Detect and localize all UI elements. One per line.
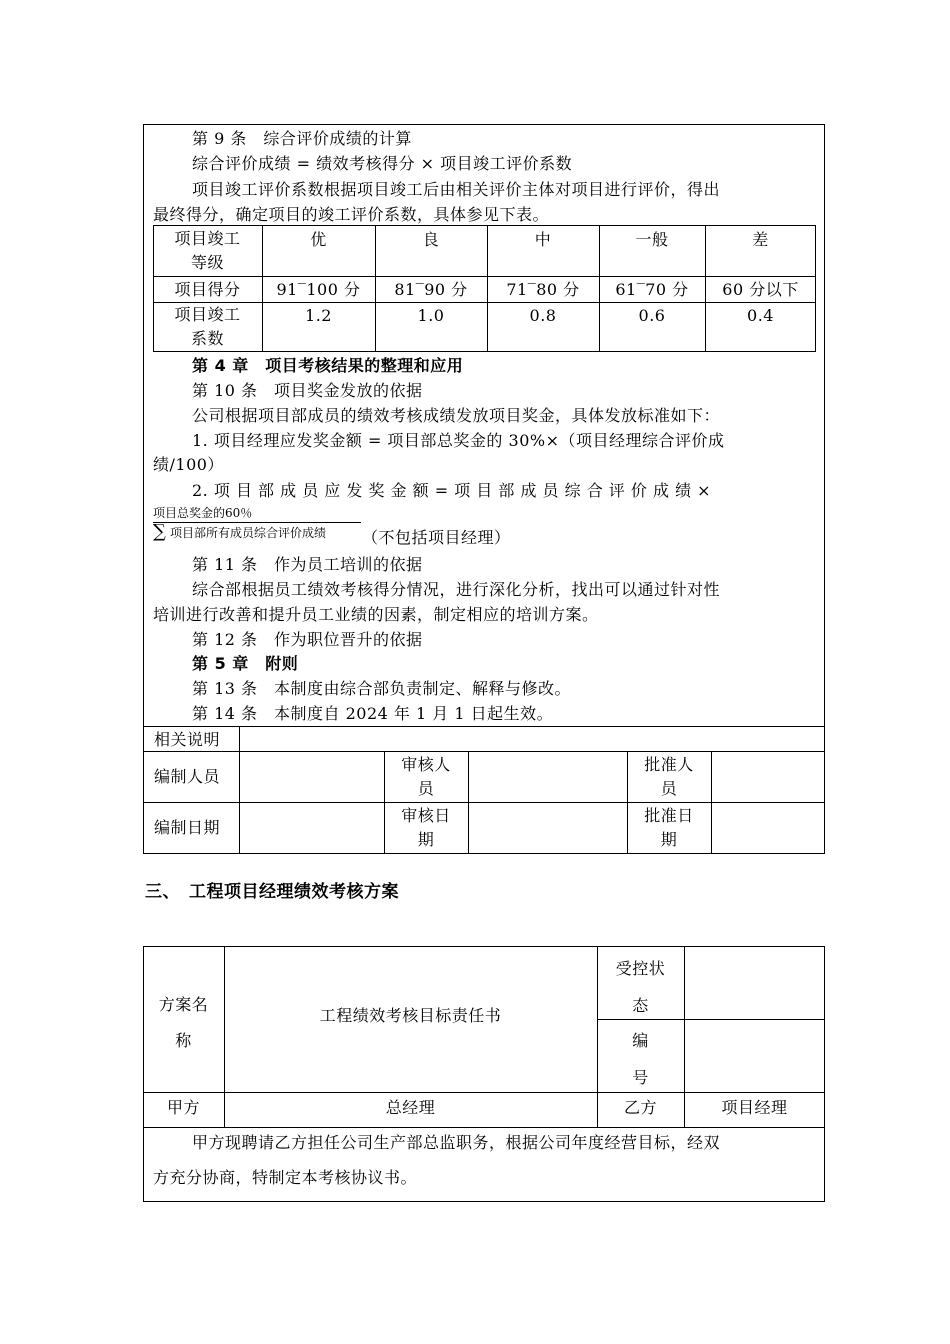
agreement-body-line2: 方充分协商，特制定本考核协议书。 <box>153 1168 418 1187</box>
party-a-label: 甲方 <box>166 1098 200 1117</box>
plan-table-divider <box>143 1092 825 1093</box>
article-9-desc-line2: 最终得分，确定项目的竣工评价系数，具体参见下表。 <box>153 205 550 224</box>
item-2-line1: 2. 项 目 部 成 员 应 发 奖 金 额 = 项 目 部 成 员 综 合 评 价 成 绩 × <box>192 481 712 500</box>
grade-header-medium: 中 <box>534 230 552 249</box>
coef-cell: 1.2 <box>305 306 332 325</box>
grade-header-label: 项目竣工 等级 <box>174 229 241 272</box>
article-9-formula: 综合评价成绩 = 绩效考核得分 × 项目竣工评价系数 <box>192 154 573 173</box>
article-9-desc-line1: 项目竣工评价系数根据项目竣工后由相关评价主体对项目进行评价，得出 <box>192 180 721 199</box>
item-2-note: （不包括项目经理） <box>362 528 511 547</box>
party-b-label: 乙方 <box>623 1098 657 1117</box>
review-date-label: 审核日 期 <box>401 806 451 849</box>
article-14: 第 14 条 本制度自 2024 年 1 月 1 日起生效。 <box>192 704 554 723</box>
coef-cell: 1.0 <box>417 306 445 325</box>
reviewer-label: 审核人 员 <box>401 755 451 798</box>
plan-table-divider <box>143 1127 825 1128</box>
fraction-numerator: 项目总奖金的60％ <box>153 506 253 520</box>
grade-header-poor: 差 <box>752 230 769 249</box>
compile-date-label: 编制日期 <box>154 818 221 837</box>
coef-cell: 0.4 <box>747 306 774 325</box>
article-11-line1: 综合部根据员工绩效考核得分情况，进行深化分析，找出可以通过针对性 <box>192 580 721 599</box>
footer-table-col-divider <box>239 726 240 854</box>
score-cell: 71‾80 分 <box>506 280 580 299</box>
chapter-4-title: 第 4 章 项目考核结果的整理和应用 <box>192 356 464 375</box>
plan-name-label: 方案名 称 <box>158 995 209 1050</box>
article-11-title: 第 11 条 作为员工培训的依据 <box>192 555 423 574</box>
score-cell: 81‾90 分 <box>394 280 468 299</box>
coef-row-label: 项目竣工 系数 <box>174 305 241 348</box>
fraction-denominator: 项目部所有成员综合评价成绩 <box>170 526 327 540</box>
score-cell: 60 分以下 <box>722 280 799 299</box>
article-11-line2: 培训进行改善和提升员工业绩的因素，制定相应的培训方案。 <box>153 605 599 624</box>
article-10-title: 第 10 条 项目奖金发放的依据 <box>192 381 423 400</box>
approve-date-label: 批准日 期 <box>644 806 694 849</box>
article-12-title: 第 12 条 作为职位晋升的依据 <box>192 630 423 649</box>
coef-cell: 0.8 <box>529 306 557 325</box>
grade-table-row-divider <box>153 302 816 303</box>
approver-label: 批准人 员 <box>644 755 694 798</box>
article-13: 第 13 条 本制度由综合部负责制定、解释与修改。 <box>192 679 572 698</box>
party-b-value: 项目经理 <box>721 1098 788 1117</box>
footer-table-divider <box>143 751 825 752</box>
score-row-label: 项目得分 <box>174 280 241 299</box>
grade-header-good: 良 <box>422 230 440 249</box>
section-3-heading: 三、 工程项目经理绩效考核方案 <box>145 882 399 902</box>
article-9-title: 第 9 条 综合评价成绩的计算 <box>192 129 412 148</box>
sigma-symbol: ∑ <box>153 521 166 542</box>
chapter-5-title: 第 5 章 附则 <box>192 654 299 673</box>
grade-table-row-divider <box>153 276 816 277</box>
article-10-desc: 公司根据项目部成员的绩效考核成绩发放项目奖金，具体发放标准如下： <box>192 406 721 425</box>
footer-table-divider <box>143 802 825 803</box>
grade-header-fair: 一般 <box>635 230 669 249</box>
compiler-label: 编制人员 <box>154 767 221 786</box>
coef-cell: 0.6 <box>638 306 666 325</box>
party-a-value: 总经理 <box>385 1098 436 1117</box>
doc-number-label: 编 号 <box>632 1031 649 1087</box>
footer-table-divider <box>143 726 825 727</box>
plan-table <box>143 946 825 1202</box>
item-1-line1: 1. 项目经理应发奖金额 = 项目部总奖金的 30%×（项目经理综合评价成 <box>192 431 725 450</box>
fraction-bar <box>153 522 361 523</box>
grade-header-excellent: 优 <box>310 230 327 249</box>
item-1-line2: 绩/100） <box>153 455 224 474</box>
footer-table-col-divider <box>711 751 712 854</box>
control-status-label: 受控状 态 <box>615 959 666 1015</box>
plan-name-value: 工程绩效考核目标责任书 <box>319 1006 502 1025</box>
score-cell: 91‾100 分 <box>276 280 361 299</box>
footer-table-col-divider <box>468 751 469 854</box>
related-notes-label: 相关说明 <box>154 730 221 749</box>
agreement-body-line1: 甲方现聘请乙方担任公司生产部总监职务，根据公司年度经营目标，经双 <box>192 1133 721 1152</box>
score-cell: 61‾70 分 <box>615 280 689 299</box>
